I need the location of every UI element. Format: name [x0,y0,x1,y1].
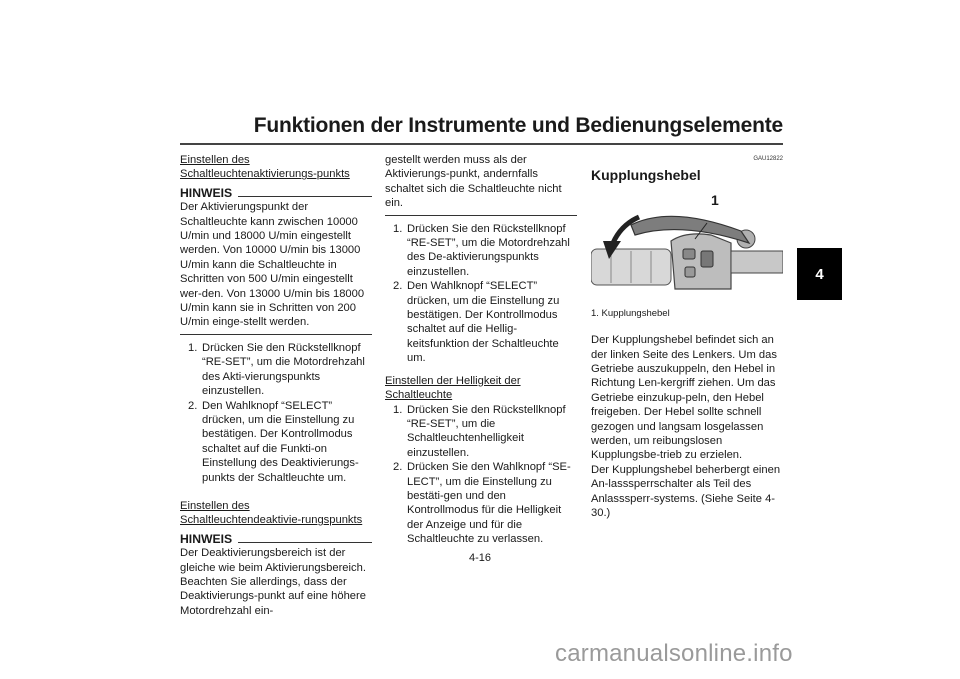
hinweis-1-text: Der Aktivierungspunkt der Schaltleuchte kann zwischen 10000 U/min und 18000 U/min eingestellt werden. Von 10000 U/min bis 13000 U/min kann die Schaltleuchte in Schritten von 500 U/min eingestellt wer-den. Von 13000 U/min bis 18000 U/min kann sie in Schritten von 200 U/min einge-stellt werden. [180,201,365,329]
column-3 [591,152,783,521]
steps-deactivation [385,222,577,366]
clutch-lever-figure [591,191,783,301]
list-item [180,341,372,399]
figure-callout-label: 1 [711,191,719,208]
step-number: 1. [393,222,403,235]
steps-brightness [385,403,577,547]
hinweis-2 [180,532,372,546]
section-code: GAU12822 [753,156,783,162]
hinweis-2-rule [238,542,372,543]
list-item [385,403,577,461]
step-text: Den Wahlknopf “SELECT” drücken, um die Einstellung zu bestätigen. Der Kontrollmodus schaltet auf die Hellig-keitsfunktion der Schaltleuchte um. [407,280,560,365]
step-number: 2. [188,399,198,412]
hinweis-1 [180,186,372,200]
step-text: Drücken Sie den Rückstellknopf “RE-SET”, um die Motordrehzahl des Akti-vierungspunkts einzustellen. [202,341,365,398]
step-text: Drücken Sie den Rückstellknopf “RE-SET”, um die Schaltleuchtenhelligkeit einzustellen. [407,403,566,459]
section-title-clutch-lever: Kupplungshebel [591,167,701,184]
heading-brightness: Einstellen der Helligkeit der Schaltleuchte [385,374,521,402]
spacer [180,485,372,499]
step-number: 1. [188,341,198,354]
steps-activation [180,341,372,485]
figure-caption: 1. Kupplungshebel [591,307,670,319]
page-number: 4-16 [468,552,492,564]
hinweis-2-continuation: gestellt werden muss als der Aktivierungs-punkt, andernfalls schaltet sich die Schaltleuchte nicht ein. [385,154,562,210]
hinweis-2-label: HINWEIS [180,531,233,546]
column-2 [385,153,577,547]
step-number: 2. [393,280,403,293]
clutch-body-text-1: Der Kupplungshebel befindet sich an der linken Seite des Lenkers. Um das Getriebe auszukuppeln, den Hebel in Richtung Len-kergriff ziehen. Um das Getriebe einzukup-peln, den Hebel freigeben. Der Hebel sollte schnell gezogen und langsam losgelassen werden, um reibungslosen Kupplungsbe-trieb zu erzielen. [591,334,777,462]
step-text: Drücken Sie den Rückstellknopf “RE-SET”, um die Motordrehzahl des De-aktivierungspunkts einzustellen. [407,222,570,278]
clutch-lever-illustration [591,191,783,301]
spacer [385,366,577,374]
heading-activation-point: Einstellen des Schaltleuchtenaktivierungs-punkts [180,154,350,181]
step-text: Den Wahlknopf “SELECT” drücken, um die Einstellung zu bestätigen. Der Kontrollmodus schaltet auf die Funkti-on Einstellung des Deaktivierungs-punkts der Schaltleuchte um. [202,399,359,484]
page-header-title: Funktionen der Instrumente und Bedienungselemente [253,114,783,137]
heading-deactivation-point: Einstellen des Schaltleuchtendeaktivie-rungspunkts [180,499,363,527]
hinweis-1-end-rule [180,334,372,335]
step-text: Drücken Sie den Wahlknopf “SE-LECT”, um die Einstellung zu bestäti-gen und den Kontrollmodus für die Helligkeit der Anzeige und für die Schaltleuchte zu verlassen. [407,461,571,546]
watermark-text: carmanualsonline.info [555,640,793,667]
list-item [385,279,577,365]
list-item [385,460,577,546]
header-rule [180,143,783,145]
step-number: 1. [393,403,403,416]
hinweis-2-text: Der Deaktivierungsbereich ist der gleiche wie beim Aktivierungsbereich. Beachten Sie allerdings, dass der Deaktivierungs-punkt auf eine höhere Motordrehzahl ein- [180,547,366,617]
step-number: 2. [393,461,403,474]
list-item [385,222,577,280]
clutch-body-text-2: Der Kupplungshebel beherbergt einen An-lasssperrschalter als Teil des Anlasssperr-systems. (Siehe Seite 4-30.) [591,463,781,520]
hinweis-2-end-rule [385,215,577,216]
chapter-tab: 4 [797,248,842,300]
hinweis-1-rule [238,196,372,197]
column-1 [180,153,372,618]
list-item [180,399,372,485]
hinweis-1-label: HINWEIS [180,185,233,200]
